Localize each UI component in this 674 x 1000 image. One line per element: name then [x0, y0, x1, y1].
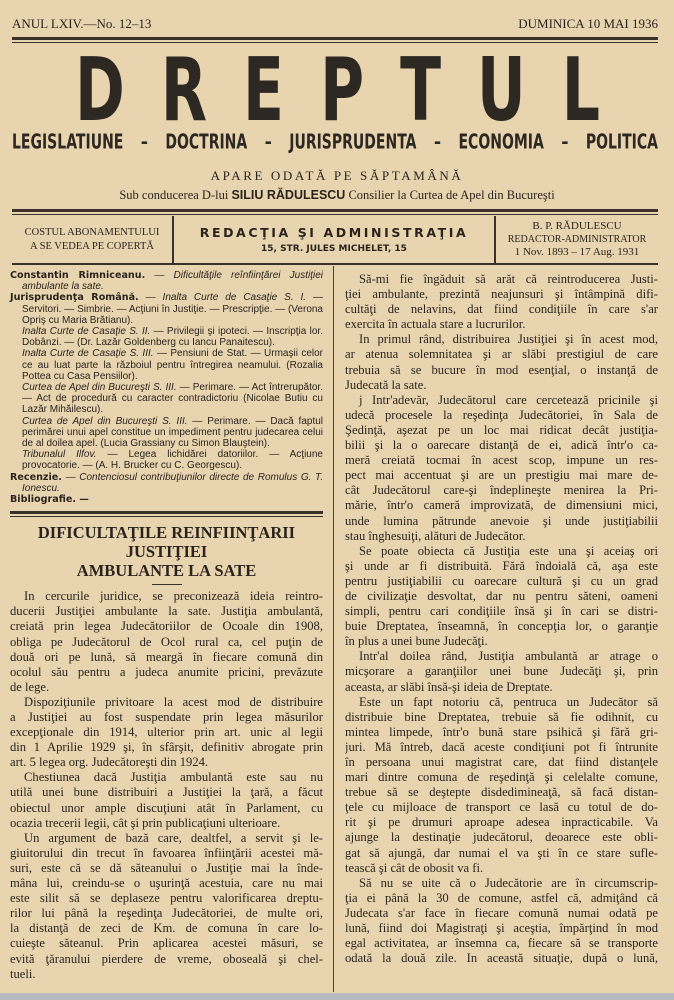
entry-author: Bibliografie. — — [10, 494, 89, 506]
office-cell — [174, 216, 496, 263]
scan-edge — [0, 993, 674, 1000]
text-line: trebue să se deştepte disdedimineaţă, să facă distan- — [345, 785, 658, 800]
text-line: mari dintre comuna de reşedinţă şi celelalte comune, — [345, 770, 658, 785]
text-line: In cercurile juridice, se preconizează ideia reintro- — [24, 589, 323, 604]
text-line: în persoana unui magistrat care, dat fiind distanţele — [345, 755, 658, 769]
article-title — [10, 523, 323, 580]
text-line: Se poate obiecta că Justiţia este una şi aceiaş ori — [359, 543, 658, 558]
text-line: Judecată la sate. — [345, 377, 427, 392]
contents-entry — [10, 494, 323, 505]
text-line: Să-mi fie îngăduit să arăt că reintroducerea Justi- — [359, 272, 658, 286]
text-line: ocolul său pentru a judeca anumite pricini, prevăzute — [10, 664, 323, 679]
text-line: Este un fapt notoriu că, pentruca un Judecător să — [359, 694, 658, 709]
paragraph — [345, 695, 658, 876]
text-line: distribuie bine Dreptatea, trebuie să fie odihnit, cu — [345, 709, 658, 724]
text-line: meră creiată tocmai în acest scop, impune un res- — [345, 453, 658, 468]
text-line: ocazia trecerii legii, cât şi prin publicaţiuni ulterioare. — [10, 815, 281, 830]
paragraph — [10, 589, 323, 695]
text-line: j Intr'adevăr, Judecătorul care cercetează pricinile şi — [359, 392, 658, 407]
paragraph — [345, 876, 658, 967]
masthead-letter: T — [400, 40, 441, 142]
text-line: două ori pe lună, să meargă în fiecare comună din — [10, 649, 323, 664]
article-right-column — [345, 272, 658, 966]
contents-entry — [10, 449, 323, 471]
text-line: Judecata s'ar face în fiecare comună numai odată pe — [345, 905, 658, 920]
info-box — [12, 216, 658, 265]
text-line: obiectul unor ample discuţiuni atât în Parlament, cu — [10, 800, 323, 815]
paragraph — [345, 393, 658, 544]
masthead-letter: D — [75, 40, 125, 142]
entry-section: Curtea de Apel din Bucureşti S. III. — [22, 415, 188, 427]
text-line: din 1 Aprilie 1929 şi, în sfârşit, definitiv abrogate prin — [10, 740, 323, 755]
text-line: excepţionale din 1914, ulterior prin art. unic al legii — [10, 725, 323, 740]
text-line: simpli, pentru cari condiţiile însă şi în cari se distri- — [345, 604, 658, 619]
director-name: SILIU RĂDULESCU — [231, 188, 346, 202]
editor-dates: 1 Nov. 1893 – 17 Aug. 1931 — [514, 246, 640, 258]
text-line: exercita în actuala stare a lucrurilor. — [345, 317, 526, 332]
section-rule — [10, 511, 323, 517]
editor-cell — [496, 216, 658, 263]
contents-entry — [10, 270, 323, 292]
entry-topics: — Pensiuni de Stat. — Urmaşii celor ce au luat parte la războiul pentru întregirea neamului. (Rozalia Pottea cu Casa Pensiilor). — [22, 348, 323, 382]
contents-entry — [10, 382, 323, 416]
text-line: rilor lui până la reşedinţa Judecătoriei, de multe ori, — [10, 906, 323, 921]
text-line: cultăţi de nelavins, dat fiind condiţiile în care s'ar — [345, 302, 658, 317]
text-line: unde lumina pătrunde anevoie şi unde justiţiabilii — [345, 513, 658, 528]
text-line: şi unde ar fi distribuită. Fără îndoială că, aşa este — [345, 558, 658, 573]
text-line: de civilizaţie desvoltat, dar nu pentru săteni, oameni — [345, 588, 658, 603]
publication-frequency: APARE ODATĂ PE SĂPTAMÂNĂ — [210, 168, 464, 183]
text-line: stau înghesuiţi, alături de Judecător. — [345, 528, 526, 543]
editor-role: REDACTOR-ADMINISTRATOR — [507, 234, 647, 245]
entry-topics: — Servitori. — Simbrie. — Acţiuni în Justiţie. — Prescripţie. — (Verona Opriş cu Maria Brătianu). — [22, 292, 323, 326]
editorial-direction — [0, 188, 674, 203]
text-line: mintea limpede, într'o bună stare psihică şi fără gri- — [345, 724, 658, 739]
text-line: mâna lui, creindu-se o uşurinţă acestuia, care nu mai — [10, 876, 323, 891]
masthead-subtitle: LEGISLATIUNE – DOCTRINA – JURISPRUDENTA – ECONOMIA – POLITICA — [12, 131, 658, 155]
text-line: bilii şi la o oarecare distanţă de ei, adică într'o ca- — [345, 438, 658, 453]
text-line: Să nu se uite că o Judecătorie are în circumscrip- — [359, 875, 658, 890]
text-line: ţia ei până la 30 de comune, astfel că, admiţând că — [345, 890, 658, 905]
entry-section: — Dificultăţile reînfiinţărei Justiţiei ambulante la sate. — [22, 270, 324, 293]
contents-entry — [10, 348, 323, 382]
text-line: suri, este că se dă săteanului o Justiţie mai la înde- — [10, 860, 323, 875]
text-line: trebuia să se bucure în mod esenţial, o instanţă de — [345, 362, 658, 377]
left-column — [10, 270, 323, 982]
title-rule — [152, 584, 182, 585]
contents-entry — [10, 292, 323, 326]
paragraph — [345, 544, 658, 650]
masthead-letter: E — [243, 40, 285, 142]
text-line: rit şi pe drumuri aproape adesea inpracticabile. Va — [345, 815, 658, 830]
text-line: udecă procesele la reşedinţa Judecătoriei, în Sala de — [345, 407, 658, 422]
text-line: Dispoziţiunile privitoare la acest mod de distribuire — [24, 694, 323, 709]
text-line: mărie, într'o cameră improvizată, de dimensiuni mici, — [345, 498, 658, 513]
text-line: pentru justiţiabilii cu oarecare cultură şi cu un grad — [345, 573, 658, 588]
paragraph — [345, 649, 658, 694]
table-of-contents — [10, 270, 323, 505]
entry-author: Recenzie. — [10, 471, 62, 483]
director-title: Consilier la Curtea de Apel din Bucureşti — [348, 188, 555, 202]
office-address: 15, STR. JULES MICHELET, 15 — [261, 244, 407, 254]
subscription-line: A SE VEDEA PE COPERTĂ — [29, 240, 155, 252]
header-rule — [12, 209, 658, 215]
paragraph — [10, 695, 323, 770]
paragraph — [345, 272, 658, 332]
issue-date: DUMINICA 10 MAI 1936 — [518, 16, 658, 31]
subscription-line: COSTUL ABONAMENTULUI — [24, 226, 160, 238]
text-line: Un argument de bază care, dealtfel, a servit şi le- — [24, 830, 323, 845]
issue-number: ANUL LXIV.—No. 12–13 — [12, 16, 152, 31]
masthead-letter: L — [561, 40, 600, 142]
text-line: evită ţăranului pierdere de vreme, oboseală şi chel- — [10, 951, 323, 966]
text-line: la distanţă de zeci de Km. de comuna în care lo- — [10, 921, 323, 936]
text-line: obliga pe Judecătorul de Ocol rural ca, cel puţin de — [10, 634, 323, 649]
text-line: odată la două zile. In această situaţie, după o lună, — [345, 951, 658, 966]
contents-entry — [10, 416, 323, 450]
text-line: este silit să se deplaseze pentru valorificarea dreptu- — [10, 891, 323, 906]
contents-entry — [10, 472, 323, 494]
entry-section: Curtea de Apel din Bucureşti S. III. — [22, 382, 177, 394]
text-line: ţele cu mijloace de transport ce lasă cu totul de do- — [345, 800, 658, 815]
entry-topics: — Legea lichidărei datoriilor. — Acţiune provocatorie. — (A. H. Brucker cu C. Georgescu). — [22, 449, 323, 472]
text-line: ţiei ambulante, prezintă neajunsuri şi întâmpină difi- — [345, 287, 658, 302]
entry-section: Inalta Curte de Casaţie S. III. — [22, 348, 154, 360]
text-line: cuieşte săteanul. Prin aplicarea acestei măsuri, se — [10, 936, 323, 951]
subscription-cell — [12, 216, 174, 263]
text-line: Intr'al doilea rând, Justiţia ambulantă ar atrage o — [359, 649, 658, 664]
masthead-letter: R — [160, 40, 208, 142]
text-line: lună, fiind doi Magistraţi şi aceştia, împărţind în mod — [345, 921, 658, 936]
text-line: tueli. — [10, 966, 36, 981]
paragraph — [10, 831, 323, 982]
paragraph — [10, 770, 323, 830]
text-line: Şedinţă, aşezat pe un loc mai ridicat decât justiţia- — [345, 422, 658, 437]
entry-section: Inalta Curte de Casaţie S. II. — [22, 326, 151, 338]
text-line: micşorare a garanţiilor unei bune Judecăţi şi, prin — [345, 664, 658, 679]
article-title-line: DIFICULTAŢILE REINFIINŢARII JUSTIŢIEI — [37, 523, 296, 562]
text-line: buie Dreptatea, înseamnă, în concepţia lor, o garanţie — [345, 619, 658, 634]
masthead-letter: U — [477, 40, 526, 142]
office-label: REDACŢIA ŞI ADMINISTRAŢIA — [199, 225, 469, 240]
text-line: cât Judecătorul care-şi îndeplineşte menirea la Pri- — [345, 483, 658, 498]
text-line: egal activitatea, ar însemna ca, fiecare să se transporte — [345, 936, 658, 951]
direction-prefix: Sub conducerea D-lui — [119, 188, 229, 202]
text-line: art. 5 legea org. Judecătoreşti din 1924. — [10, 755, 209, 770]
entry-topics: — Perimare. — Act întrerupător. — Act de procedură cu caracter contradictoriu (Nicolae Butiu cu Lazăr Mihăilescu). — [22, 382, 323, 416]
entry-topics: — Privilegii şi ipoteci. — Inscripţia lor. Dobânzi. — (Dr. Lazăr Goldenberg cu Iancu Panaitescu). — [22, 326, 323, 349]
masthead-title — [75, 40, 600, 142]
text-line: Chestiunea dacă Justiţia ambulantă este sau nu — [24, 770, 323, 785]
entry-topics: — Perimare. — Dacă faptul perimărei unui apel constitue un impediment pentru judecarea celui de al doilea apel. (Lucia Grassiany cu Simon Blauştein). — [22, 415, 324, 450]
text-line: aceasta, ar slăbi însă-şi ideia de Dreptate. — [345, 679, 553, 694]
text-line: giuitorului din trecut în favoarea înfiinţării acestei mă- — [10, 845, 323, 860]
text-line: pect mai accentuat şi are un prestigiu mai mare de- — [345, 468, 658, 483]
masthead-letter: P — [320, 40, 365, 142]
entry-section: Tribunalul Ilfov. — [22, 449, 97, 461]
entry-section: — Contenciosul contribuţiunilor directe de Romulus G. T. Ionescu. — [22, 471, 323, 494]
column-divider — [333, 266, 334, 992]
text-line: juri. Mă întreb, dacă aceste condiţiuni pot fi întrunite — [345, 739, 658, 754]
text-line: creiată prin legea Judecătoriilor de Ocoale din 1908, — [10, 619, 323, 634]
text-line: în plus a unei bune Judecăţi. — [345, 634, 488, 649]
editor-name: B. P. RĂDULESCU — [532, 220, 622, 232]
entry-author: Constantin Rimniceanu. — [10, 270, 146, 281]
text-line: ducerii Justiţiei ambulante la sate. Justiţia ambulantă, — [10, 604, 323, 619]
article-title-line: AMBULANTE LA SATE — [76, 561, 257, 581]
text-line: gat să ajungă, dar numai el va şti în ce stare sufle- — [345, 845, 658, 860]
entry-section: — Inalta Curte de Casaţie S. I. — [138, 292, 307, 304]
text-line: a Justiţiei au fost suspendate prin legea măsurilor — [10, 710, 323, 725]
text-line: ajunge la destinaţie judecătorul, deoarece este obli- — [345, 830, 658, 845]
contents-entry — [10, 326, 323, 348]
text-line: ar atenua solemnitatea şi ar slăbi prestigiul de care — [345, 347, 658, 362]
text-line: de lege. — [10, 679, 50, 694]
text-line: In primul rând, distribuirea Justiţiei şi în acest mod, — [359, 332, 658, 347]
article-left-column — [10, 589, 323, 981]
entry-author: Jurisprudenţa Română. — [10, 292, 139, 304]
text-line: utilă unei bune distribuiri a Justiţiei la ţară, a făcut — [10, 785, 323, 800]
text-line: tească şi cât de obosit va fi. — [345, 860, 484, 875]
paragraph — [345, 332, 658, 392]
